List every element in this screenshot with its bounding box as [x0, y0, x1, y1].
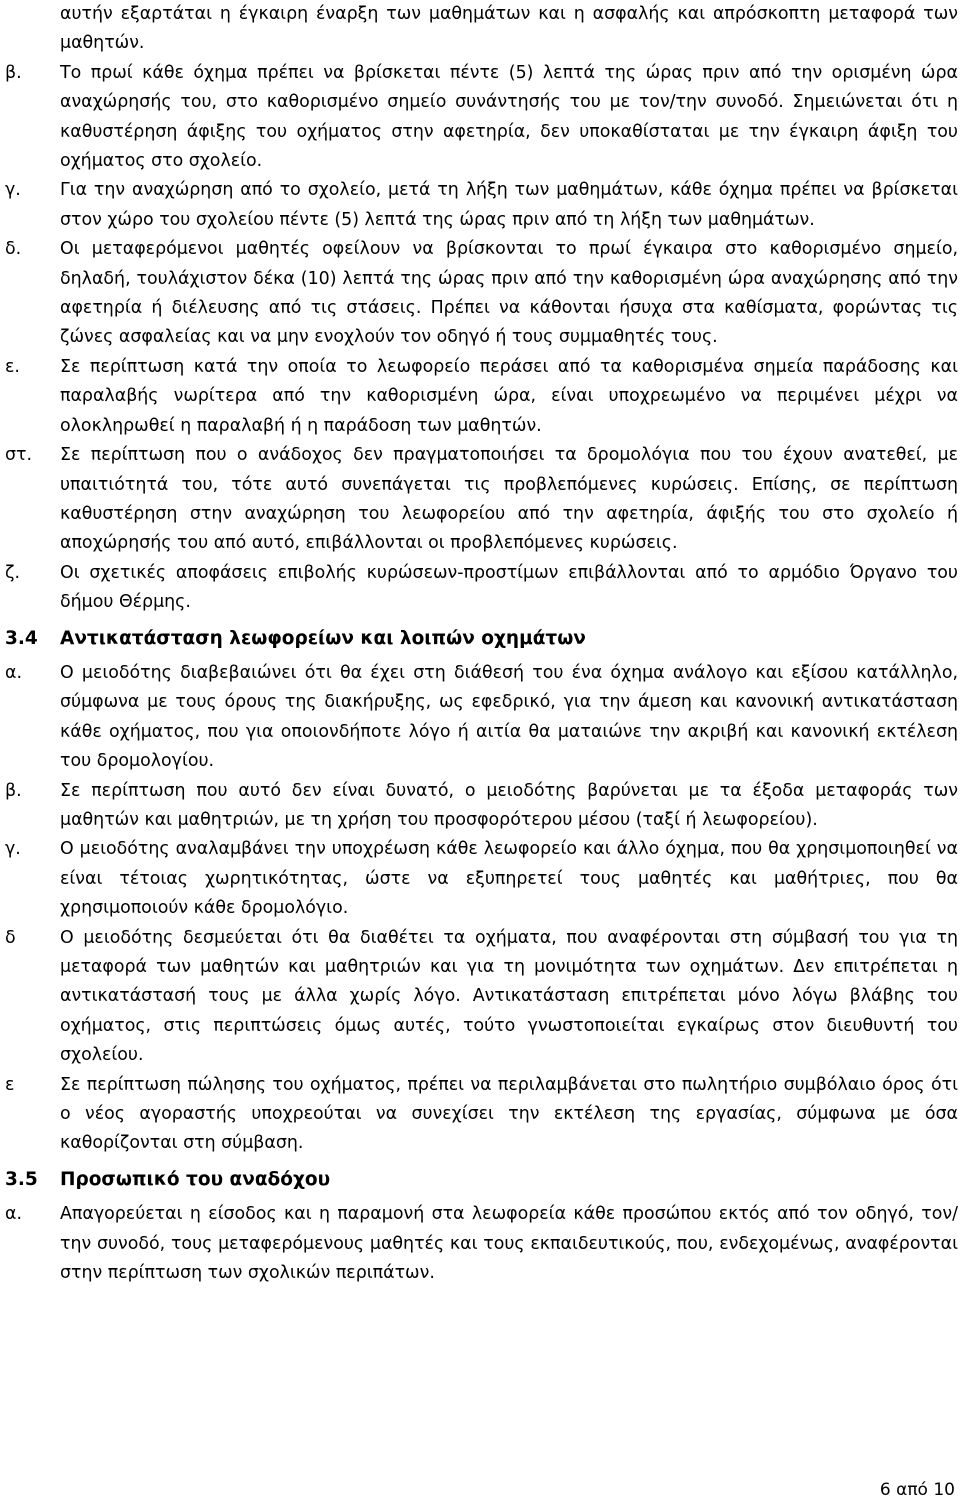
list-item	[0, 835, 960, 923]
list-marker: β.	[5, 780, 22, 801]
opening-text: αυτήν εξαρτάται η έγκαιρη έναρξη των μαθημάτων και η ασφαλής και απρόσκοπτη μεταφορά των μαθητών.	[60, 4, 958, 54]
list-item	[0, 235, 960, 353]
section-number: 3.5	[5, 1168, 38, 1190]
section-heading-3-4	[0, 624, 960, 653]
section-title: Αντικατάσταση λεωφορείων και λοιπών οχημάτων	[60, 627, 586, 649]
list-marker: ε	[5, 1074, 15, 1095]
list-item	[0, 777, 960, 836]
section-heading-3-5	[0, 1165, 960, 1194]
list-marker: δ	[5, 927, 16, 948]
list-item	[0, 1071, 960, 1159]
list-item-text: Ο μειοδότης δεσμεύεται ότι θα διαθέτει τα οχήματα, που αναφέρονται στη σύμβασή του για τη μεταφορά των μαθητών και μαθητριών και για τη μονιμότητα των οχημάτων. Δεν επιτρέπεται η αντικατάστασή τους με άλλα χωρίς λόγο. Αντικατάσταση επιτρέπεται μόνο λόγω βλάβης του οχήματος, στις περιπτώσεις όμως αυτές, τούτο γνωστοποιείται εγκαίρως στον διευθυντή του σχολείου.	[60, 927, 958, 1066]
list-item-text: Σε περίπτωση κατά την οποία το λεωφορείο περάσει από τα καθορισμένα σημεία παράδοσης και παραλαβής νωρίτερα από την καθορισμένη ώρα, είναι υποχρεωμένο να περιμένει μέχρι να ολοκληρωθεί η παραλαβή ή η παράδοση των μαθητών.	[60, 356, 958, 436]
list-item	[0, 441, 960, 559]
list-item-text: Απαγορεύεται η είσοδος και η παραμονή στα λεωφορεία κάθε προσώπου εκτός από τον οδηγό, τον/την συνοδό, τους μεταφερόμενους μαθητές και τους εκπαιδευτικούς, που, ενδεχομένως, αναφέρονται στην περίπτωση των σχολικών περιπάτων.	[60, 1204, 958, 1284]
list-marker: β.	[5, 62, 22, 83]
list-item-text: Σε περίπτωση που αυτό δεν είναι δυνατό, ο μειοδότης βαρύνεται με τα έξοδα μεταφοράς των μαθητών και μαθητριών, με τη χρήση του προσφορότερου μέσου (ταξί ή λεωφορείου).	[60, 780, 958, 830]
section-title: Προσωπικό του αναδόχου	[60, 1168, 331, 1190]
list-item	[0, 659, 960, 777]
list-item	[0, 176, 960, 235]
list-marker: α.	[5, 662, 22, 683]
list-item-text: Οι μεταφερόμενοι μαθητές οφείλουν να βρίσκονται το πρωί έγκαιρα στο καθορισμένο σημείο, δηλαδή, τουλάχιστον δέκα (10) λεπτά της ώρας πριν από την καθορισμένη ώρα αναχώρησης από την αφετηρία ή διέλευσης από τις στάσεις. Πρέπει να κάθονται ήσυχα στα καθίσματα, φορώντας τις ζώνες ασφαλείας και να μην ενοχλούν τον οδηγό ή τους συμμαθητές τους.	[60, 239, 958, 348]
list-marker: γ.	[5, 839, 21, 860]
list-item-text: Οι σχετικές αποφάσεις επιβολής κυρώσεων-προστίμων επιβάλλονται από το αρμόδιο Όργανο του δήμου Θέρμης.	[60, 562, 958, 613]
list-item-text: Σε περίπτωση που ο ανάδοχος δεν πραγματοποιήσει τα δρομολόγια που του έχουν ανατεθεί, με υπαιτιότητά του, τότε αυτό συνεπάγεται τις προβλεπόμενες κυρώσεις. Επίσης, σε περίπτωση καθυστέρηση στην αναχώρηση του λεωφορείου από την αφετηρία, άφιξής του στο σχολείο ή αποχώρησής του από αυτό, επιβάλλονται οι προβλεπόμενες κυρώσεις.	[60, 445, 958, 554]
list-item-text: Ο μειοδότης αναλαμβάνει την υποχρέωση κάθε λεωφορείο και άλλο όχημα, που θα χρησιμοποιηθεί να είναι τέτοιας χωρητικότητας, ώστε να εξυπηρετεί τους μαθητές και μαθήτριες, που θα χρησιμοποιούν κάθε δρομολόγιο.	[60, 839, 958, 919]
list-item	[0, 924, 960, 1071]
list-marker: στ.	[5, 445, 33, 466]
list-marker: ζ.	[5, 562, 20, 583]
list-marker: α.	[5, 1204, 22, 1225]
opening-paragraph	[0, 0, 960, 59]
list-item-text: Ο μειοδότης διαβεβαιώνει ότι θα έχει στη διάθεσή του ένα όχημα ανάλογο και εξίσου κατάλληλο, σύμφωνα με τους όρους της διακήρυξης, ως εφεδρικό, για την άμεση και κανονική αντικατάσταση κάθε οχήματος, που για οποιονδήποτε λόγο ή αιτία θα ματαιώνε την ακριβή και κανονική εκτέλεση του δρομολογίου.	[60, 662, 958, 772]
list-item	[0, 559, 960, 618]
list-item	[0, 1200, 960, 1288]
list-marker: δ.	[5, 239, 22, 260]
list-marker: ε.	[5, 356, 20, 377]
list-item	[0, 353, 960, 441]
list-item-text: Για την αναχώρηση από το σχολείο, μετά τη λήξη των μαθημάτων, κάθε όχημα πρέπει να βρίσκεται στον χώρο του σχολείου πέντε (5) λεπτά της ώρας πριν από τη λήξη των μαθημάτων.	[60, 180, 958, 230]
list-item-text: Σε περίπτωση πώλησης του οχήματος, πρέπει να περιλαμβάνεται στο πωλητήριο συμβόλαιο όρος ότι ο νέος αγοραστής υποχρεούται να συνεχίσει την εκτέλεση της εργασίας, σύμφωνα με όσα καθορίζονται στη σύμβαση.	[60, 1074, 958, 1154]
list-marker: γ.	[5, 180, 21, 201]
list-item	[0, 59, 960, 177]
section-number: 3.4	[5, 627, 38, 649]
list-item-text: Το πρωί κάθε όχημα πρέπει να βρίσκεται πέντε (5) λεπτά της ώρας πριν από την ορισμένη ώρα αναχώρησής του, στο καθορισμένο σημείο συνάντησής του με τον/την συνοδό. Σημειώνεται ότι η καθυστέρηση άφιξης του οχήματος στην αφετηρία, δεν υποκαθίσταται με την έγκαιρη άφιξη του οχήματος στο σχολείο.	[60, 62, 958, 172]
page-number: 6 από 10	[879, 1479, 955, 1500]
